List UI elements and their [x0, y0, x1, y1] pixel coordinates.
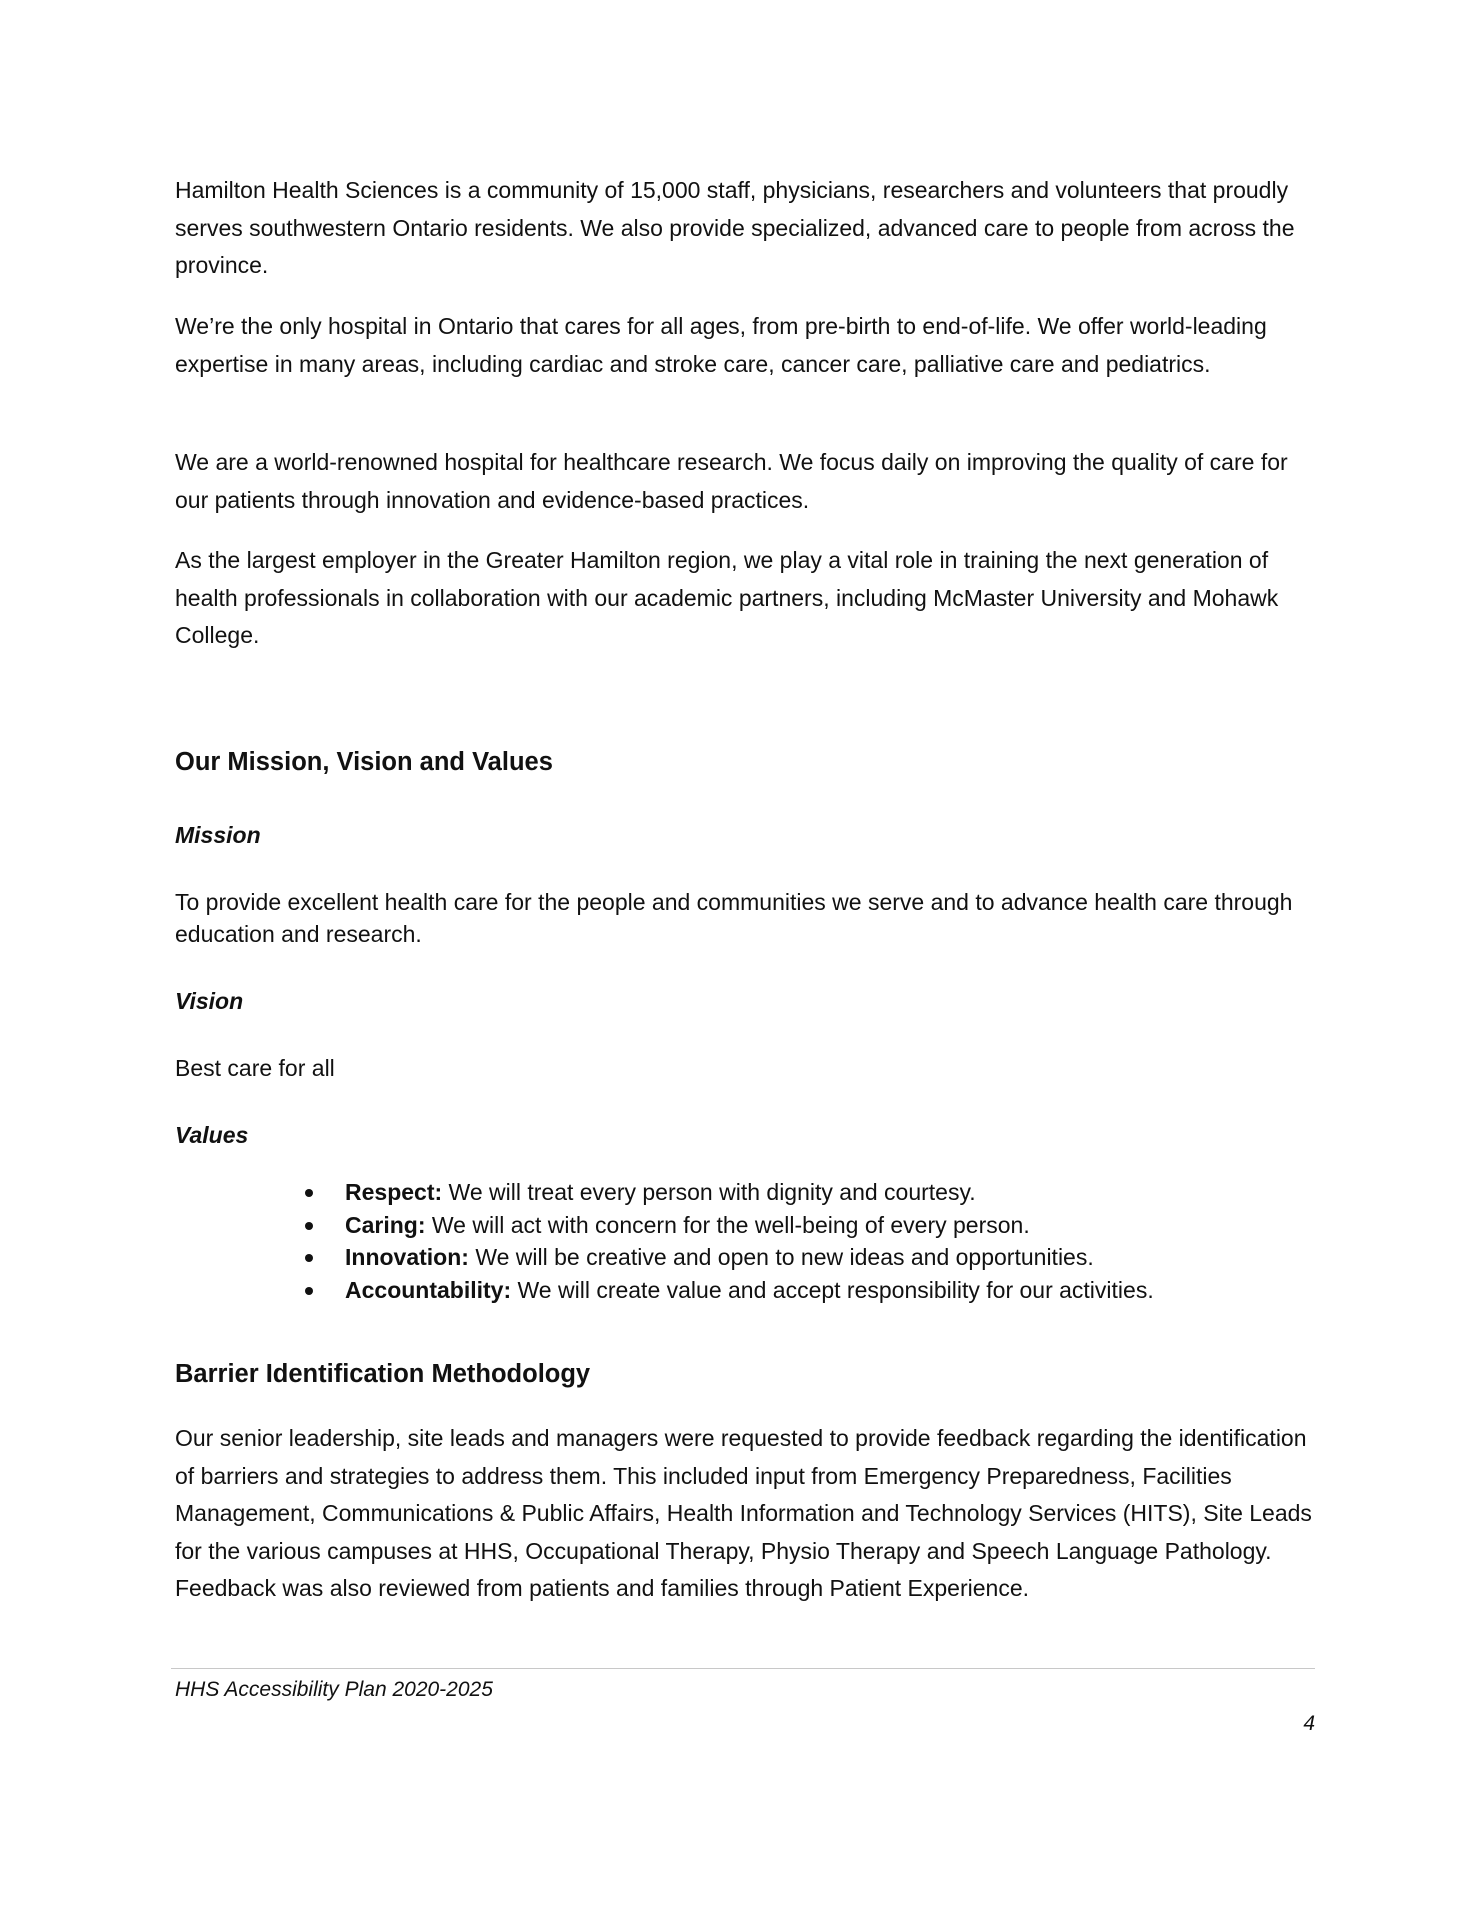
bullet-icon	[305, 1222, 313, 1230]
page-number: 4	[1303, 1712, 1315, 1735]
bullet-icon	[305, 1254, 313, 1262]
mission-heading: Mission	[175, 822, 261, 848]
bullet-icon	[305, 1287, 313, 1295]
value-text: We will act with concern for the well-being of every person.	[425, 1211, 1030, 1238]
barrier-text: Our senior leadership, site leads and managers were requested to provide feedback regarding the identification of barriers and strategies to address them. This included input from Emergency Preparedness, Facilities Management, Communications & Public Affairs, Health Information and Technology Services (HITS), Site Leads for the various campuses at HHS, Occupational Therapy, Physio Therapy and Speech Language Pathology. Feedback was also reviewed from patients and families through Patient Experience.	[175, 1425, 1312, 1601]
list-item	[305, 1274, 1154, 1307]
values-heading: Values	[175, 1122, 249, 1148]
intro-paragraph-2: We’re the only hospital in Ontario that cares for all ages, from pre-birth to end-of-life. We offer world-leading expertise in many areas, including cardiac and stroke care, cancer care, palliative care and pediatrics.	[175, 313, 1267, 377]
mission-text: To provide excellent health care for the people and communities we serve and to advance health care through education and research.	[175, 889, 1293, 947]
list-item	[305, 1241, 1154, 1274]
barrier-heading: Barrier Identification Methodology	[175, 1360, 591, 1388]
value-text: We will treat every person with dignity and courtesy.	[442, 1179, 976, 1205]
list-item	[305, 1209, 1154, 1242]
document-page	[175, 0, 1315, 1920]
intro-paragraph-1: Hamilton Health Sciences is a community of 15,000 staff, physicians, researchers and volunteers that proudly serves southwestern Ontario residents. We also provide specialized, advanced care to people from across the province.	[175, 177, 1295, 278]
mvv-heading: Our Mission, Vision and Values	[175, 748, 553, 776]
value-term: Accountability:	[345, 1276, 512, 1303]
values-list	[305, 1176, 1154, 1306]
value-term: Caring:	[345, 1211, 426, 1238]
intro-paragraph-4: As the largest employer in the Greater Hamilton region, we play a vital role in training the next generation of health professionals in collaboration with our academic partners, including McMaster University and Mohawk College.	[175, 547, 1279, 648]
list-item	[305, 1176, 1154, 1209]
vision-text: Best care for all	[175, 1055, 335, 1081]
value-term: Innovation:	[345, 1244, 469, 1270]
footer-divider	[171, 1668, 1315, 1669]
intro-paragraph-3: We are a world-renowned hospital for healthcare research. We focus daily on improving the quality of care for our patients through innovation and evidence-based practices.	[175, 449, 1288, 513]
vision-heading: Vision	[175, 988, 244, 1014]
footer-title: HHS Accessibility Plan 2020-2025	[175, 1678, 493, 1701]
value-term: Respect:	[345, 1179, 443, 1205]
value-text: We will be creative and open to new ideas and opportunities.	[468, 1244, 1094, 1270]
bullet-icon	[305, 1189, 313, 1197]
value-text: We will create value and accept responsibility for our activities.	[511, 1276, 1154, 1303]
